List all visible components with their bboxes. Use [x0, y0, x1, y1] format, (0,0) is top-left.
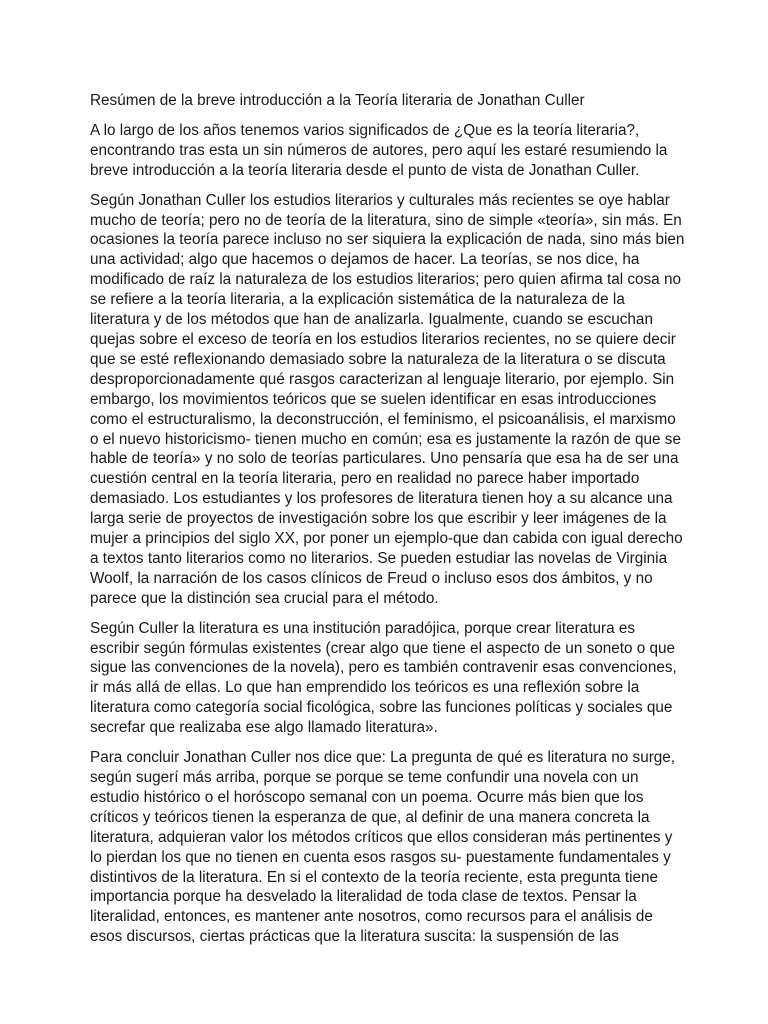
text-line: a textos tanto literarios como no literarios. Se pueden estudiar las novelas de Virginia: [90, 549, 668, 567]
text-line: literatura y de los métodos que han de analizarla. Igualmente, cuando se escuchan: [90, 311, 653, 329]
text-line: ir más allá de ellas. Lo que han emprendido los teóricos es una reflexión sobre la: [90, 679, 640, 697]
text-line: importancia porque ha desvelado la literalidad de toda clase de textos. Pensar la: [90, 888, 637, 906]
text-line: cuestión central en la teoría literaria, pero en realidad no parece haber importado: [90, 470, 640, 488]
text-line: Según Jonathan Culler los estudios literarios y culturales más recientes se oye hablar: [90, 191, 670, 209]
text-line: hable de teoría» y no solo de teorías particulares. Uno pensaría que esa ha de ser una: [90, 450, 679, 468]
text-line: como el estructuralismo, la deconstrucción, el feminismo, el psicoanálisis, el marxismo: [90, 410, 676, 428]
text-line: escribir según fórmulas existentes (crear algo que tiene el aspecto de un soneto o que: [90, 639, 676, 657]
text-line: breve introducción a la teoría literaria desde el punto de vista de Jonathan Culler.: [90, 161, 640, 179]
document-body: [90, 91, 690, 957]
text-line: literatura como categoría social ficológica, sobre las funciones políticas y sociales que: [90, 699, 673, 717]
text-line: una actividad; algo que hacemos o dejamos de hacer. La teorías, se nos dice, ha: [90, 251, 640, 269]
text-line: críticos y teóricos tienen la esperanza de que, al definir de una manera concreta la: [90, 808, 650, 826]
text-line: A lo largo de los años tenemos varios significados de ¿Que es la teoría literaria?,: [90, 121, 640, 139]
text-line: se refiere a la teoría literaria, a la explicación sistemática de la naturaleza de la: [90, 291, 625, 309]
text-line: quejas sobre el exceso de teoría en los estudios literarios recientes, no se quiere decir: [90, 330, 676, 348]
paragraph-container: [90, 121, 690, 947]
text-line: sigue las convenciones de la novela), pero es también contravenir esas convenciones,: [90, 659, 677, 677]
text-line: mujer a principios del siglo XX, por poner un ejemplo-que dan cabida con igual derecho: [90, 530, 683, 548]
text-line: secrefar que realizaba ese algo llamado literatura».: [90, 719, 438, 737]
text-line: según sugerí más arriba, porque se porque se teme confundir una novela con un: [90, 769, 639, 786]
paragraph-2: [90, 191, 690, 609]
text-line: parece que la distinción sea crucial para el método.: [90, 589, 439, 607]
text-line: demasiado. Los estudiantes y los profesores de literatura tienen hoy a su alcance una: [90, 490, 673, 508]
text-line: encontrando tras esta un sin números de autores, pero aquí les estaré resumiendo la: [90, 141, 668, 159]
text-line: embargo, los movimientos teóricos que se suelen identificar en esas introducciones: [90, 390, 657, 408]
paragraph-3: [90, 619, 690, 738]
text-line: Según Culler la literatura es una institución paradójica, porque crear literatura es: [90, 619, 636, 637]
text-line: modificado de raíz la naturaleza de los estudios literarios; pero quien afirma tal cosa no: [90, 271, 681, 289]
paragraph-4: [90, 748, 690, 947]
text-line: desproporcionadamente qué rasgos caracterizan al lenguaje literario, por ejemplo. Sin: [90, 370, 675, 388]
text-line: esos discursos, ciertas prácticas que la literatura suscita: la suspensión de las: [90, 928, 619, 946]
text-line: ocasiones la teoría parece incluso no ser siquiera la explicación de nada, sino más bien: [90, 231, 685, 249]
text-line: larga serie de proyectos de investigación sobre los que escribir y leer imágenes de la: [90, 510, 667, 528]
text-line: literalidad, entonces, es mantener ante nosotros, como recursos para el análisis de: [90, 908, 653, 926]
text-line: Woolf, la narración de los casos clínicos de Freud o incluso esos dos ámbitos, y no: [90, 569, 653, 587]
document-title: Resúmen de la breve introducción a la Teoría literaria de Jonathan Culler: [90, 92, 585, 109]
text-line: que se esté reflexionando demasiado sobre la naturaleza de la literatura o se discuta: [90, 350, 666, 368]
text-line: distintivos de la literatura. En si el contexto de la teoría reciente, esta pregunta tiene: [90, 868, 659, 886]
text-line: Para concluir Jonathan Culler nos dice que: La pregunta de qué es literatura no surge,: [90, 749, 676, 767]
text-line: lo pierdan los que no tienen en cuenta esos rasgos su- puestamente fundamentales y: [90, 848, 671, 866]
paragraph-1: [90, 121, 690, 181]
text-line: mucho de teoría; pero no de teoría de la literatura, sino de simple «teoría», sin más. En: [90, 211, 682, 229]
text-line: estudio histórico o el horóscopo semanal con un poema. Ocurre más bien que los: [90, 788, 644, 806]
text-line: o el nuevo historicismo- tienen mucho en común; esa es justamente la razón de que se: [90, 430, 681, 448]
text-line: literatura, adquieran valor los métodos críticos que ellos consideran más pertinentes y: [90, 828, 673, 846]
